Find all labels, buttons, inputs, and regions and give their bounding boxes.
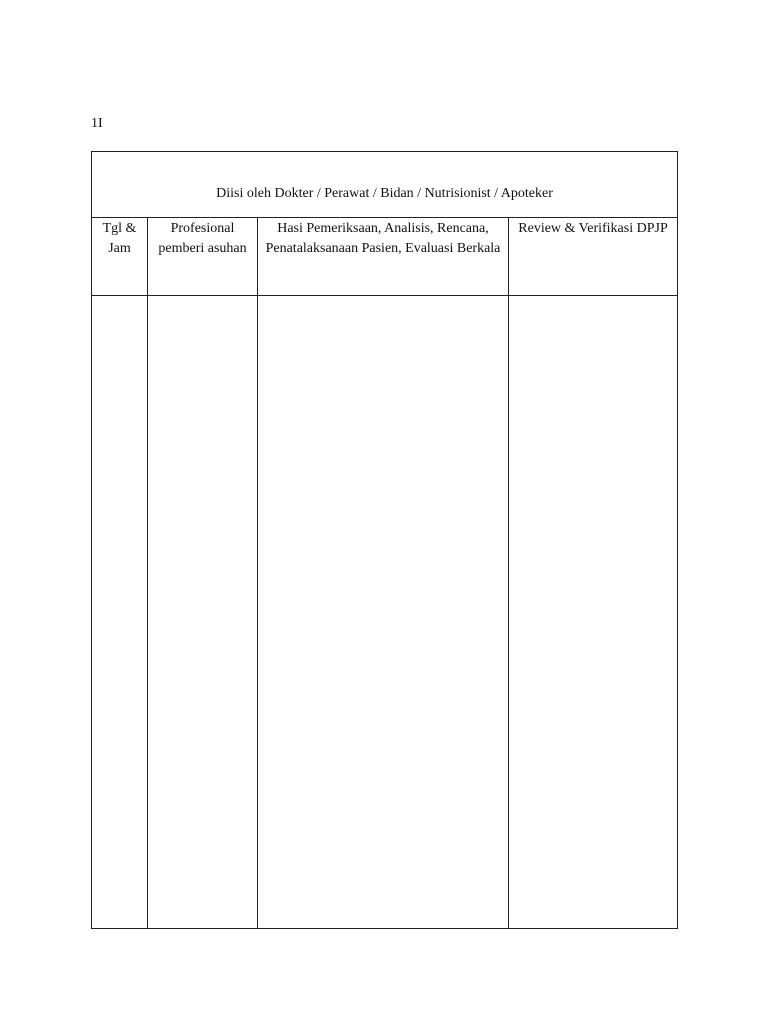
column-header-date-time (92, 218, 148, 296)
entry-row (92, 296, 678, 929)
column-header-assessment-plan (258, 218, 509, 296)
column-header-label: Hasi Pemeriksaan, Analisis, Rencana, Penatalaksanaan Pasien, Evaluasi Berkala (265, 221, 501, 256)
column-header-dpjp-review (509, 218, 678, 296)
entry-cell-dpjp-review[interactable] (509, 296, 678, 929)
form-title: Diisi oleh Dokter / Perawat / Bidan / Nutrisionist / Apoteker (216, 185, 553, 201)
column-header-row (92, 218, 678, 296)
column-header-label: Profesional pemberi asuhan (158, 221, 247, 256)
page-marker: 1I (91, 116, 103, 131)
entry-cell-care-professional[interactable] (148, 296, 258, 929)
form-title-cell (92, 152, 678, 218)
entry-cell-date-time[interactable] (92, 296, 148, 929)
integrated-progress-notes-table (91, 151, 678, 929)
column-header-care-professional (148, 218, 258, 296)
column-header-label: Tgl & Jam (102, 221, 137, 256)
entry-cell-assessment-plan[interactable] (258, 296, 509, 929)
column-header-label: Review & Verifikasi DPJP (518, 221, 668, 236)
